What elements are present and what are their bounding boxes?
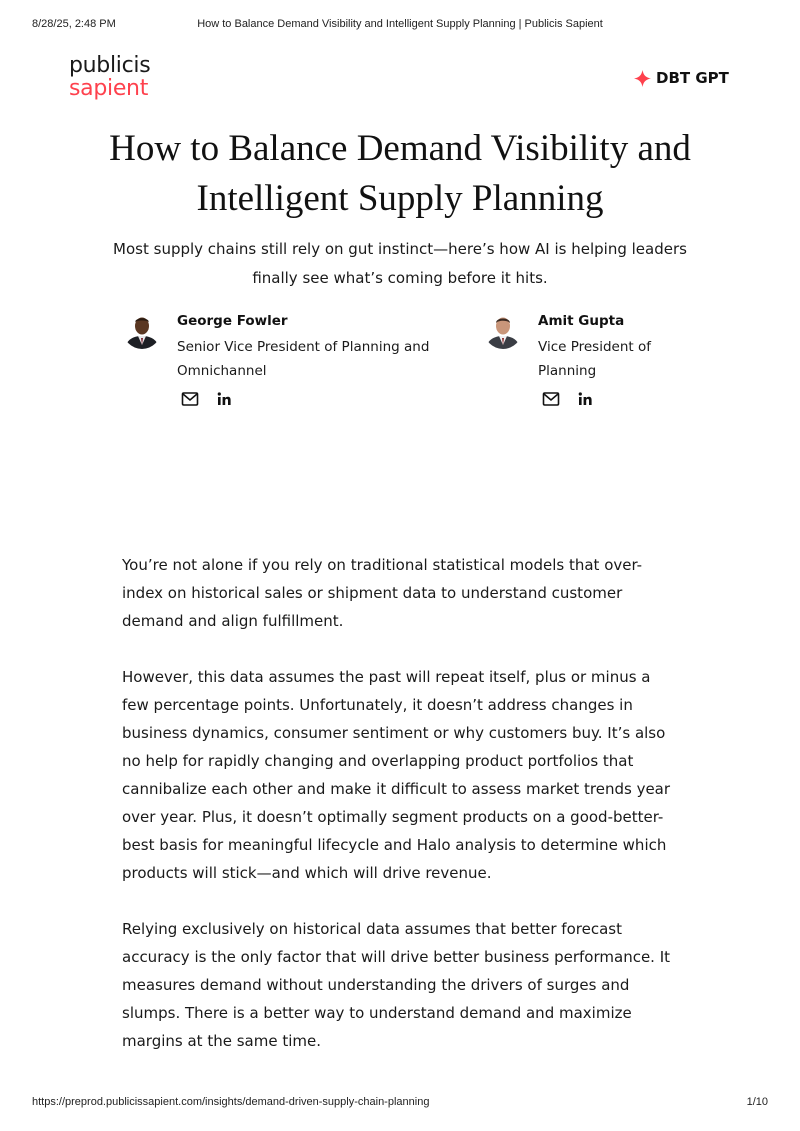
dbt-gpt-link[interactable]: [634, 69, 729, 87]
page-number: 1/10: [746, 1096, 768, 1108]
author-social-links: [542, 391, 594, 407]
author-card-amit-gupta: [484, 311, 684, 411]
print-page-title: How to Balance Demand Visibility and Intelligent Supply Planning | Publicis Sapient: [197, 18, 603, 30]
author-role: Senior Vice President of Planning and Omnichannel: [177, 339, 430, 379]
email-link[interactable]: [542, 391, 560, 407]
author-role: Vice President of Planning: [538, 339, 651, 379]
publicis-sapient-logo[interactable]: [69, 54, 150, 100]
author-name: George Fowler: [177, 313, 288, 329]
mail-icon: [181, 391, 199, 407]
print-datetime: 8/28/25, 2:48 PM: [32, 18, 116, 30]
mail-icon: [542, 391, 560, 407]
email-link[interactable]: [181, 391, 199, 407]
author-name: Amit Gupta: [538, 313, 625, 329]
body-paragraph: You’re not alone if you rely on traditional statistical models that over-index on historical sales or shipment data to understand customer demand and align fulfillment.: [122, 556, 643, 630]
logo-line-1: publicis: [69, 53, 151, 78]
article-title: How to Balance Demand Visibility and Intelligent Supply Planning: [109, 128, 691, 219]
body-paragraph: Relying exclusively on historical data assumes that better forecast accuracy is the only factor that will drive better business performance. It measures demand without understanding the drivers of surges and slumps. There is a better way to understand demand and maximize margins at the same time.: [122, 920, 671, 1050]
linkedin-icon: [576, 391, 594, 407]
author-card-george-fowler: [123, 311, 443, 411]
body-paragraph: However, this data assumes the past will repeat itself, plus or minus a few percentage points. Unfortunately, it doesn’t address changes in business dynamics, consumer sentiment or why customers buy. It’s also no help for rapidly changing and overlapping product portfolios that cannibalize each other and make it difficult to assess market trends year over year. Plus, it doesn’t optimally segment products on a good-better-best basis for meaningful lifecycle and Halo analysis to determine which products will stick—and which will drive revenue.: [122, 668, 671, 882]
logo-line-2: sapient: [69, 76, 149, 101]
avatar: [123, 311, 161, 349]
sparkle-icon: [634, 70, 651, 87]
author-social-links: [181, 391, 233, 407]
linkedin-link[interactable]: [215, 391, 233, 407]
dbt-gpt-label: DBT GPT: [656, 69, 729, 87]
linkedin-link[interactable]: [576, 391, 594, 407]
avatar: [484, 311, 522, 349]
print-footer: [32, 1096, 768, 1112]
print-url: https://preprod.publicissapient.com/insights/demand-driven-supply-chain-planning: [32, 1096, 430, 1108]
print-header: [32, 18, 768, 34]
article-body: [122, 551, 682, 1083]
article-subtitle: Most supply chains still rely on gut instinct—here’s how AI is helping leaders finally see what’s coming before it hits.: [113, 240, 687, 287]
linkedin-icon: [215, 391, 233, 407]
